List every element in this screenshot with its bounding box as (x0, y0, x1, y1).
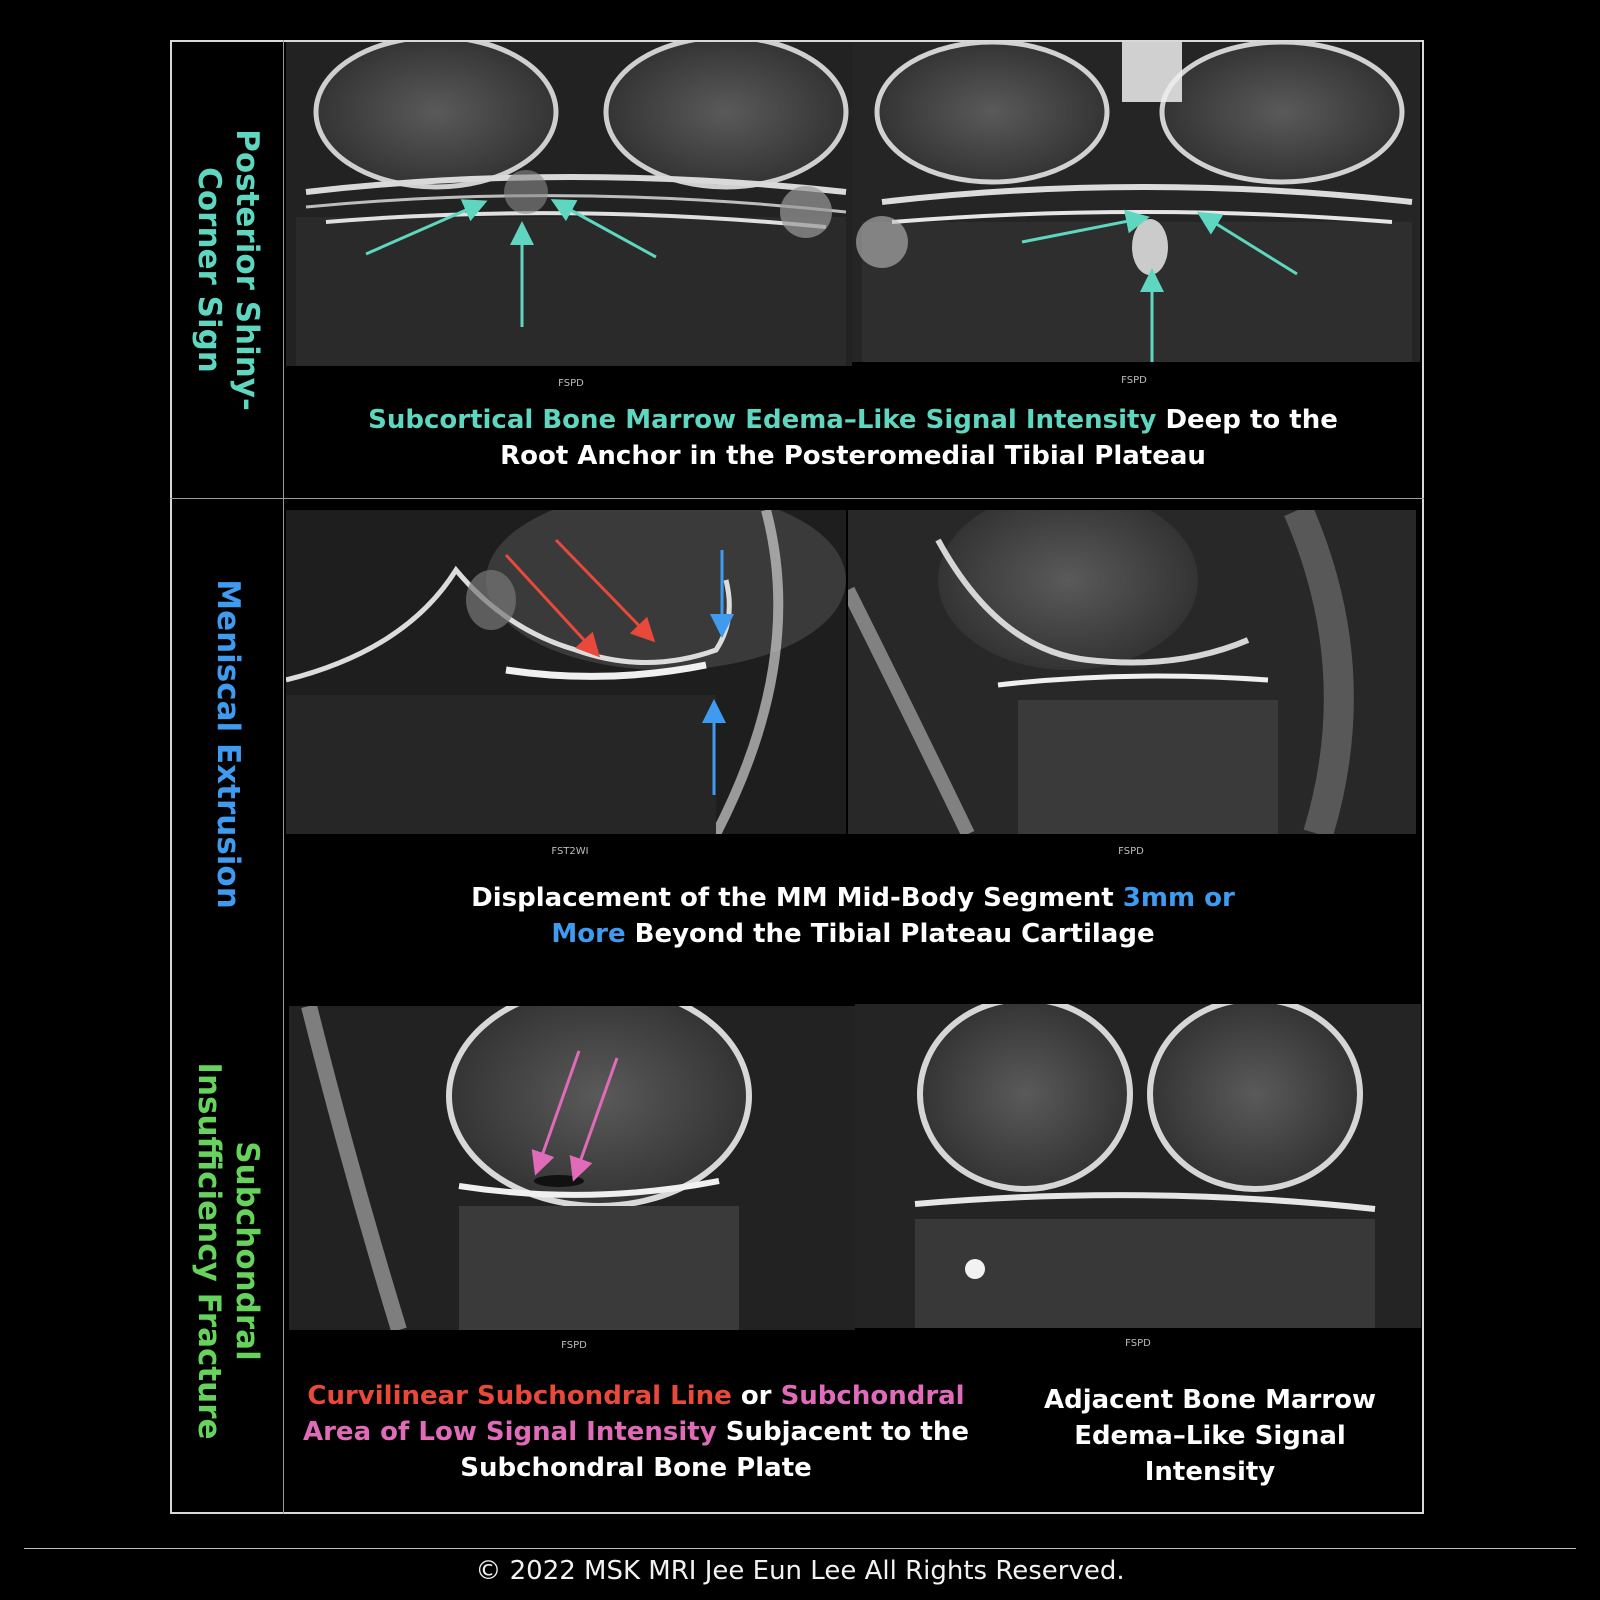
row1-caption-text: Deep to the (1156, 405, 1338, 435)
mri-coronal-knee-2 (852, 42, 1420, 362)
footer-divider (24, 1548, 1576, 1549)
row3-label-line2: Insufficiency Fracture (190, 1062, 227, 1440)
row3-img2-sequence: FSPD (1125, 1338, 1151, 1349)
row2-caption-highlight-1: 3mm or (1122, 883, 1235, 913)
row3-caption-pink-1: Subchondral (780, 1381, 965, 1411)
row3-img1-sequence: FSPD (561, 1340, 587, 1351)
row3-right-line3: Intensity (1144, 1457, 1276, 1487)
copyright-footer: © 2022 MSK MRI Jee Eun Lee All Rights Reserved. (475, 1556, 1125, 1586)
row3-caption-pink-2: Area of Low Signal Intensity (302, 1417, 717, 1447)
mri-sagittal-knee-2 (848, 510, 1416, 834)
mri-sagittal-knee-meniscus (286, 510, 846, 834)
row3-caption-left (286, 1378, 986, 1486)
mri-coronal-knee-3 (855, 1004, 1421, 1328)
row3-caption-or: or (731, 1381, 781, 1411)
mri-sagittal-knee-fracture (289, 1006, 855, 1330)
row1-label (172, 42, 283, 498)
row1-img2-sequence: FSPD (1121, 375, 1147, 386)
row2-label (172, 499, 283, 989)
row2-label-line1: Meniscal Extrusion (209, 579, 246, 909)
row3-right-line1: Adjacent Bone Marrow (1043, 1385, 1377, 1415)
row1-caption (286, 402, 1420, 474)
column-divider (283, 40, 284, 1514)
row3-caption-line3: Subchondral Bone Plate (460, 1453, 812, 1483)
row2-caption-text-2: Beyond the Tibial Plateau Cartilage (625, 919, 1155, 949)
row1-label-line1: Posterior Shiny- (228, 129, 265, 411)
row-divider-1 (170, 498, 1424, 499)
row2-img2-sequence: FSPD (1118, 846, 1144, 857)
row2-caption-highlight-2: More (551, 919, 626, 949)
row1-caption-line2: Root Anchor in the Posteromedial Tibial Plateau (500, 441, 1206, 471)
row2-caption (286, 880, 1420, 952)
row3-label (172, 990, 283, 1512)
row1-caption-highlight: Subcortical Bone Marrow Edema–Like Signal Intensity (368, 405, 1157, 435)
row3-caption-right (1000, 1382, 1420, 1490)
row2-caption-text: Displacement of the MM Mid-Body Segment (471, 883, 1123, 913)
row1-label-line2: Corner Sign (190, 167, 227, 373)
mri-coronal-knee-1 (286, 42, 852, 366)
row3-right-line2: Edema–Like Signal (1074, 1421, 1346, 1451)
row3-caption-red: Curvilinear Subchondral Line (307, 1381, 732, 1411)
row3-label-line1: Subchondral (228, 1141, 265, 1361)
row3-caption-text: Subjacent to the (716, 1417, 969, 1447)
row1-img1-sequence: FSPD (558, 378, 584, 389)
row2-img1-sequence: FST2WI (551, 846, 589, 857)
